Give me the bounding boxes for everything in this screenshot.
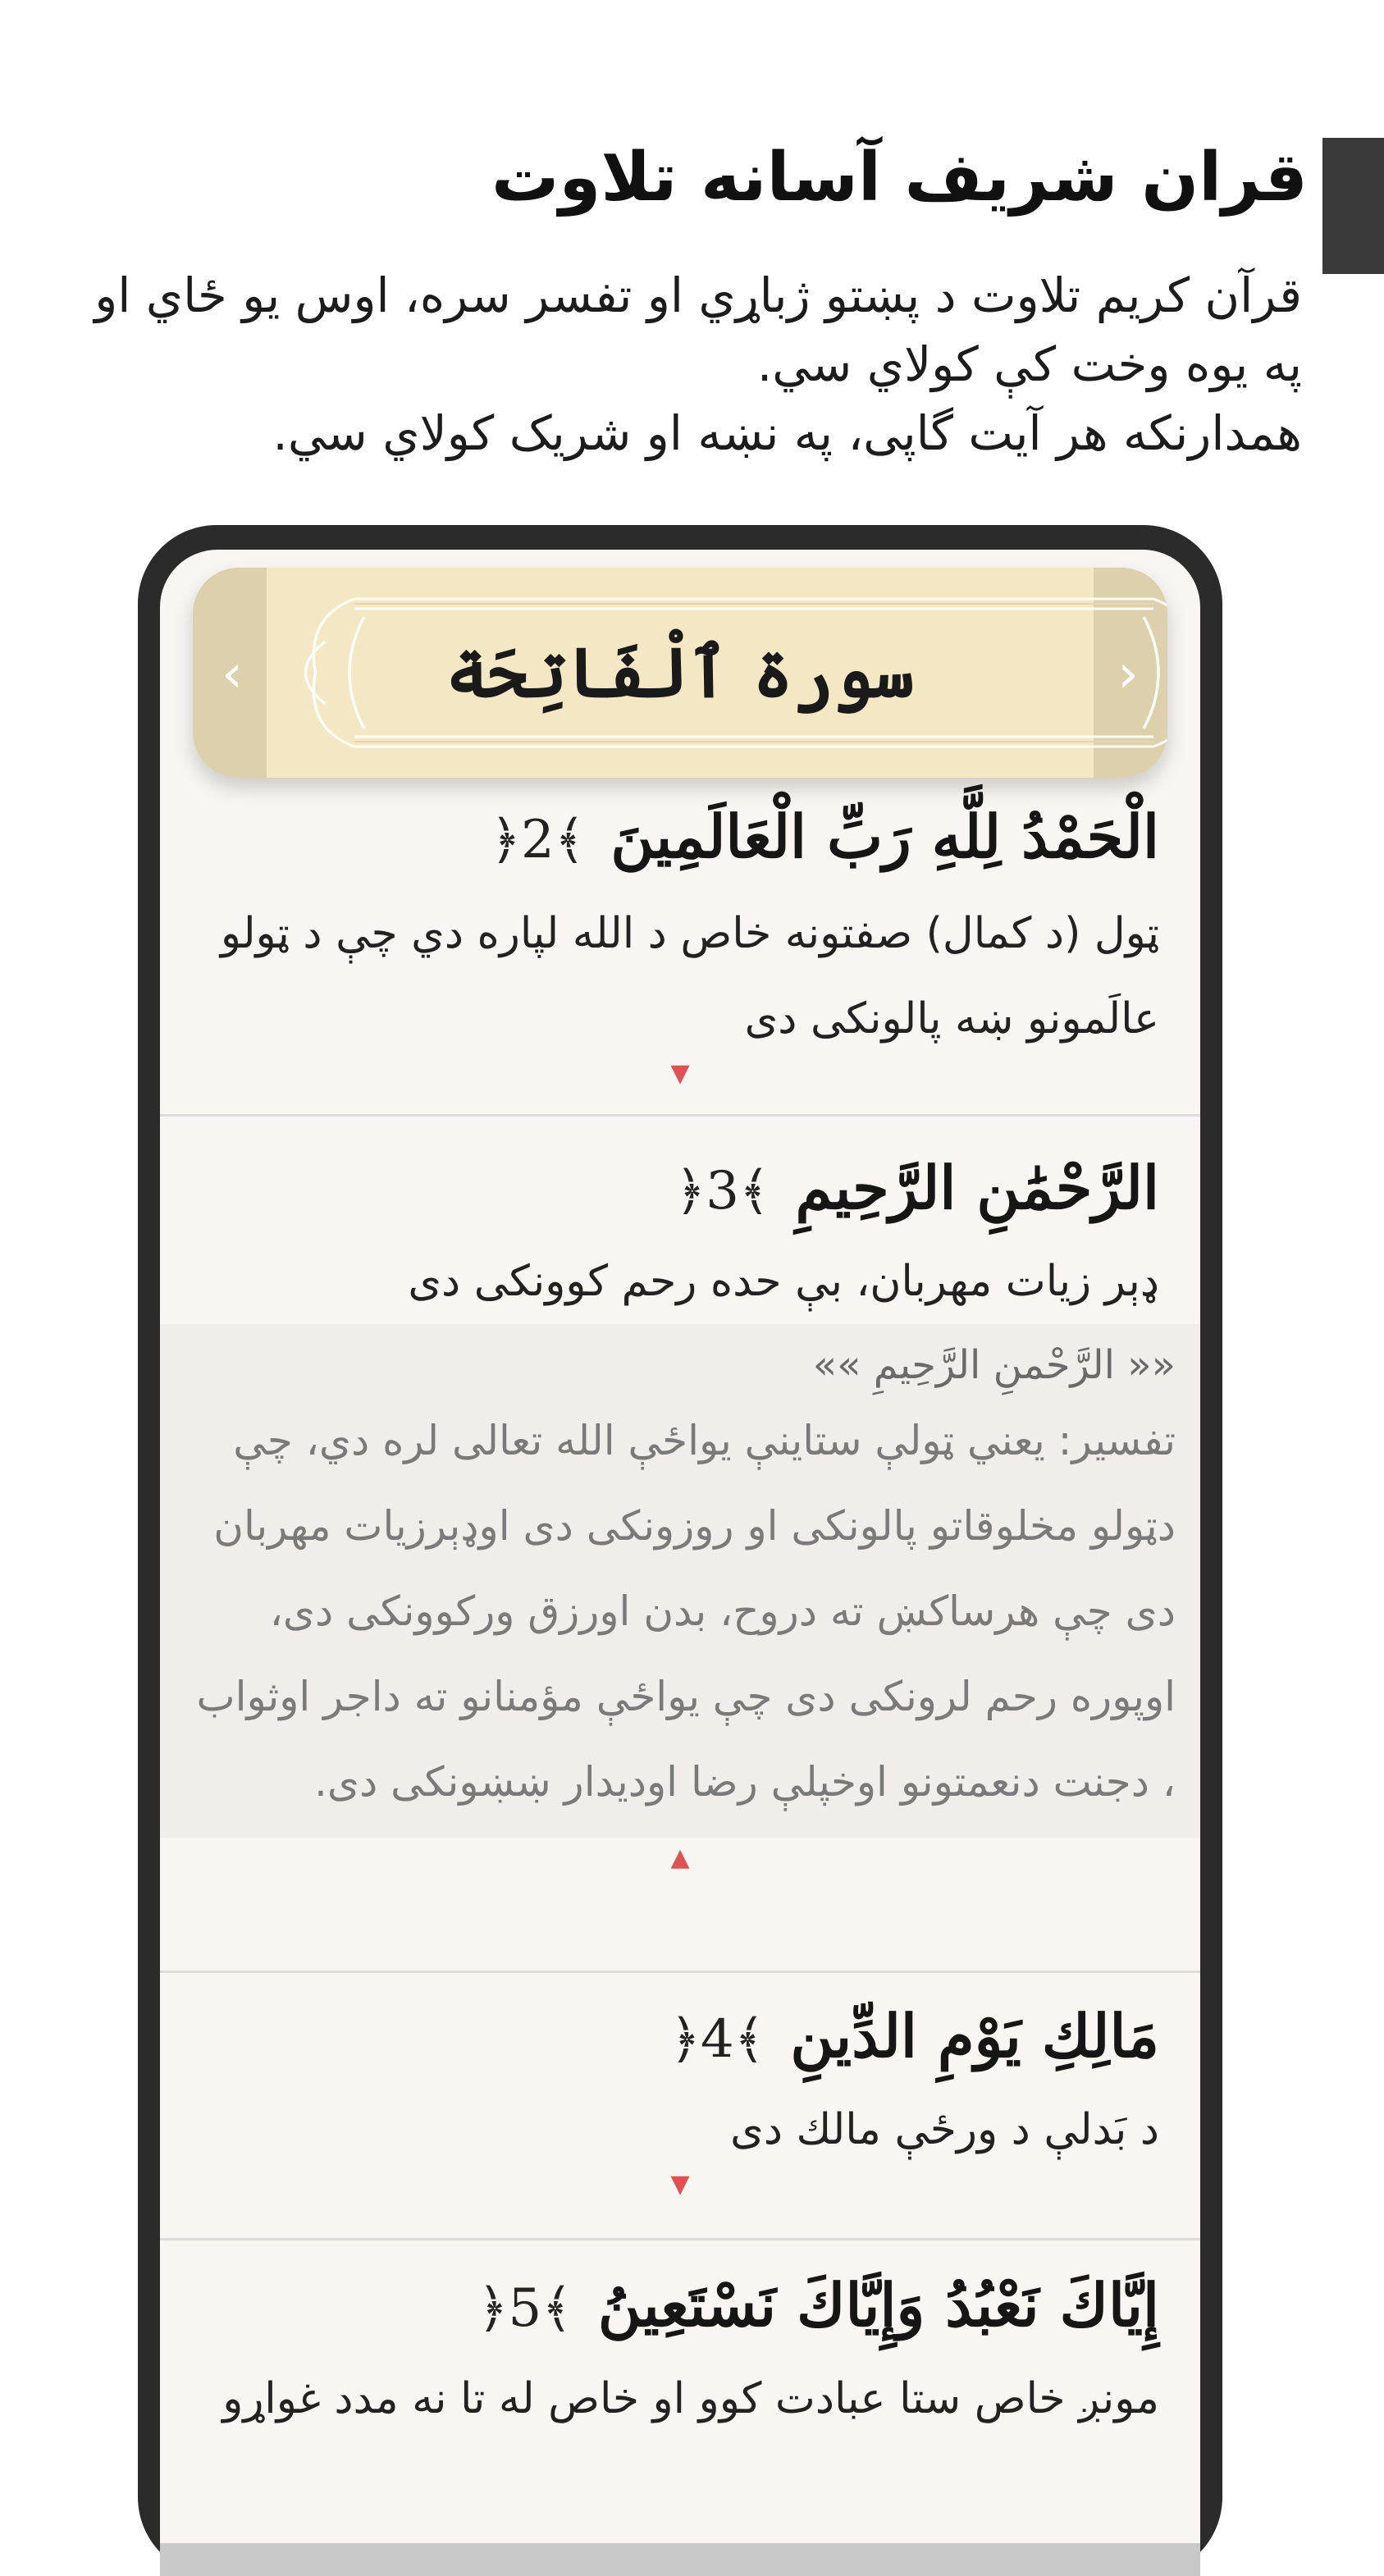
promo-description xyxy=(55,261,1302,468)
verse-divider xyxy=(160,1114,1200,1117)
ayah-number-badge: ﴾4﴿ xyxy=(669,2009,765,2070)
verse-text: مَالِكِ يَوْمِ الدِّينِ xyxy=(790,2001,1159,2071)
collapse-tafsir-toggle[interactable]: ▲ xyxy=(670,1843,690,1872)
verse-arabic xyxy=(160,1995,1200,2080)
chevron-left-icon: ‹ xyxy=(222,644,243,705)
verse-item[interactable] xyxy=(160,1995,1200,2197)
verse-text: إِيَّاكَ نَعْبُدُ وَإِيَّاكَ نَسْتَعِينُ xyxy=(597,2270,1159,2340)
verse-arabic xyxy=(160,2264,1200,2350)
verse-translation: د بَدلې د ورځې مالك دى xyxy=(730,2105,1159,2154)
verse-text: الْحَمْدُ لِلَّهِ رَبِّ الْعَالَمِينَ xyxy=(610,802,1159,871)
ayah-number-badge: ﴾5﴿ xyxy=(477,2278,573,2339)
promo-description-line1: قرآن کریم تلاوت د پښتو ژباړي او تفسر سره، اوس یو ځاي او په یوه وخت کې کولاي سي. xyxy=(94,267,1302,392)
verse-item[interactable] xyxy=(160,2264,1200,2441)
verse-translation: مونږ خاص ستا عبادت كوو او خاص له تا نه مدد غواړو xyxy=(222,2374,1159,2423)
verse-translation: ټول (د کمال) صفتونه خاص د الله لپاره دي چې د ټولو عالَمونو ښه پالونکی دی xyxy=(220,909,1159,1044)
phone-mockup xyxy=(138,525,1222,2576)
accent-bar xyxy=(1322,138,1384,274)
verse-translation: ډېر زيات مهربان، بې حده رحم كوونكى دى xyxy=(408,1257,1159,1306)
verse-divider xyxy=(160,2238,1200,2240)
verse-divider xyxy=(160,1971,1200,1973)
tafsir-heading: «« الرَّحْمنِ الرَّحِيمِ »» xyxy=(812,1342,1176,1388)
ayah-number-badge: ﴾3﴿ xyxy=(674,1161,770,1222)
verse-text: الرَّحْمَٰنِ الرَّحِيمِ xyxy=(795,1153,1159,1222)
app-screen xyxy=(160,550,1200,2576)
promo-description-line2: همدارنکه هر آیت گاپی، په نښه او شریک کولاي سي. xyxy=(272,405,1302,461)
tafsir-panel xyxy=(160,1324,1200,1838)
chevron-right-icon: › xyxy=(1117,644,1139,705)
verse-item[interactable] xyxy=(160,1147,1200,1870)
verse-arabic xyxy=(160,1147,1200,1232)
ayah-number-badge: ﴾2﴿ xyxy=(490,810,586,870)
verse-item[interactable] xyxy=(160,796,1200,1086)
promo-headline: قران شریف آسانه تلاوت xyxy=(491,139,1308,217)
verse-arabic xyxy=(160,796,1200,881)
surah-header xyxy=(193,568,1167,778)
surah-title: سورة ٱلْفَاتِحَة xyxy=(445,632,915,713)
bottom-bar xyxy=(160,2543,1200,2576)
tafsir-body: تفسیر: یعني ټولې ستاینې یواځې الله تعالی لره دي، چې دټولو مخلوقاتو پالونکی او روزونکی دی اوډېرزیات مهربان دی چې هرساکښ ته دروح، بدن اورزق ورکوونکی دی، اوپوره رحم لرونکی دی چې یواځې مؤمنانو ته داجر اوثواب ، دجنت دنعمتونو اوخپلې رضا اودیدار ښښونکی دی. xyxy=(196,1417,1176,1806)
expand-tafsir-toggle[interactable]: ▼ xyxy=(670,2170,690,2199)
expand-tafsir-toggle[interactable]: ▼ xyxy=(670,1059,690,1088)
